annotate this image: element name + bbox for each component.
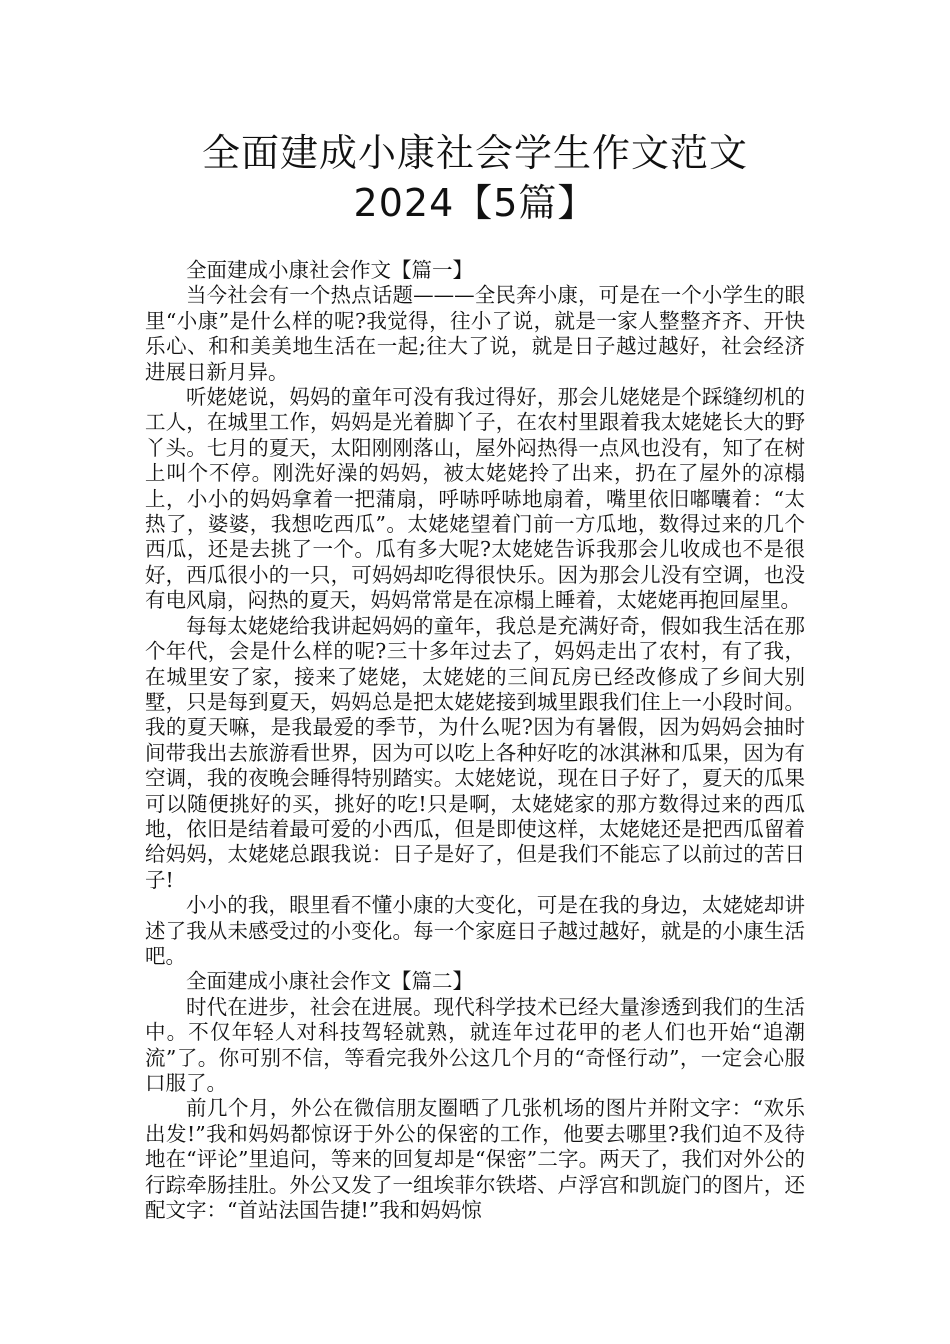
title-line-2: 2024【5篇】 (353, 181, 597, 225)
document-title (145, 128, 805, 228)
section-heading-2: 全面建成小康社会作文【篇二】 (186, 969, 473, 994)
paragraph: 当今社会有一个热点话题———全民奔小康，可是在一个小学生的眼里“小康”是什么样的呢?我觉得，往小了说，就是一家人整整齐齐、开快乐心、和和美美地生活在一起;往大了说，就是日子越过越好，社会经济进展日新月异。 (145, 283, 805, 384)
document-page (145, 128, 805, 1223)
paragraph: 小小的我，眼里看不懂小康的大变化，可是在我的身边，太姥姥却讲述了我从未感受过的小变化。每一个家庭日子越过越好，就是的小康生活吧。 (145, 893, 805, 968)
section-heading-1: 全面建成小康社会作文【篇一】 (186, 258, 473, 282)
title-line-1: 全面建成小康社会学生作文范文 (201, 131, 748, 175)
paragraph: 前几个月，外公在微信朋友圈晒了几张机场的图片并附文字：“欢乐出发!”我和妈妈都惊讶于外公的保密的工作，他要去哪里?我们迫不及待地在“评论”里追问，等来的回复却是“保密”二字。两天了，我们对外公的行踪牵肠挂肚。外公又发了一组埃菲尔铁塔、卢浮宫和凯旋门的图片，还配文字：“首站法国告捷!”我和妈妈惊 (145, 1096, 805, 1223)
paragraph: 每每太姥姥给我讲起妈妈的童年，我总是充满好奇，假如我生活在那个年代，会是什么样的呢?三十多年过去了，妈妈走出了农村，有了我，在城里安了家，接来了姥姥，太姥姥的三间瓦房已经改修成了乡间大别墅，只是每到夏天，妈妈总是把太姥姥接到城里跟我们住上一小段时间。我的夏天嘛，是我最爱的季节，为什么呢?因为有暑假，因为妈妈会抽时间带我出去旅游看世界，因为可以吃上各种好吃的冰淇淋和瓜果，因为有空调，我的夜晚会睡得特别踏实。太姥姥说，现在日子好了，夏天的瓜果可以随便挑好的买，挑好的吃!只是啊，太姥姥家的那方数得过来的西瓜地，依旧是结着最可爱的小西瓜，但是即使这样，太姥姥还是把西瓜留着给妈妈，太姥姥总跟我说：日子是好了，但是我们不能忘了以前过的苦日子! (145, 613, 805, 892)
paragraph: 时代在进步，社会在进展。现代科学技术已经大量渗透到我们的生活中。不仅年轻人对科技驾轻就熟，就连年过花甲的老人们也开始“追潮流”了。你可别不信，等看完我外公这几个月的“奇怪行动”，一定会心服口服了。 (145, 994, 805, 1095)
document-body (145, 258, 805, 1223)
paragraph: 听姥姥说，妈妈的童年可没有我过得好，那会儿姥姥是个踩缝纫机的工人，在城里工作，妈妈是光着脚丫子，在农村里跟着我太姥姥长大的野丫头。七月的夏天，太阳刚刚落山，屋外闷热得一点风也没有，知了在树上叫个不停。刚洗好澡的妈妈，被太姥姥拎了出来，扔在了屋外的凉榻上，小小的妈妈拿着一把蒲扇，呼哧呼哧地扇着，嘴里依旧嘟囔着：“太热了，婆婆，我想吃西瓜”。太姥姥望着门前一方瓜地，数得过来的几个西瓜，还是去挑了一个。瓜有多大呢?太姥姥告诉我那会儿收成也不是很好，西瓜很小的一只，可妈妈却吃得很快乐。因为那会儿没有空调，也没有电风扇，闷热的夏天，妈妈常常是在凉榻上睡着，太姥姥再抱回屋里。 (145, 385, 805, 613)
